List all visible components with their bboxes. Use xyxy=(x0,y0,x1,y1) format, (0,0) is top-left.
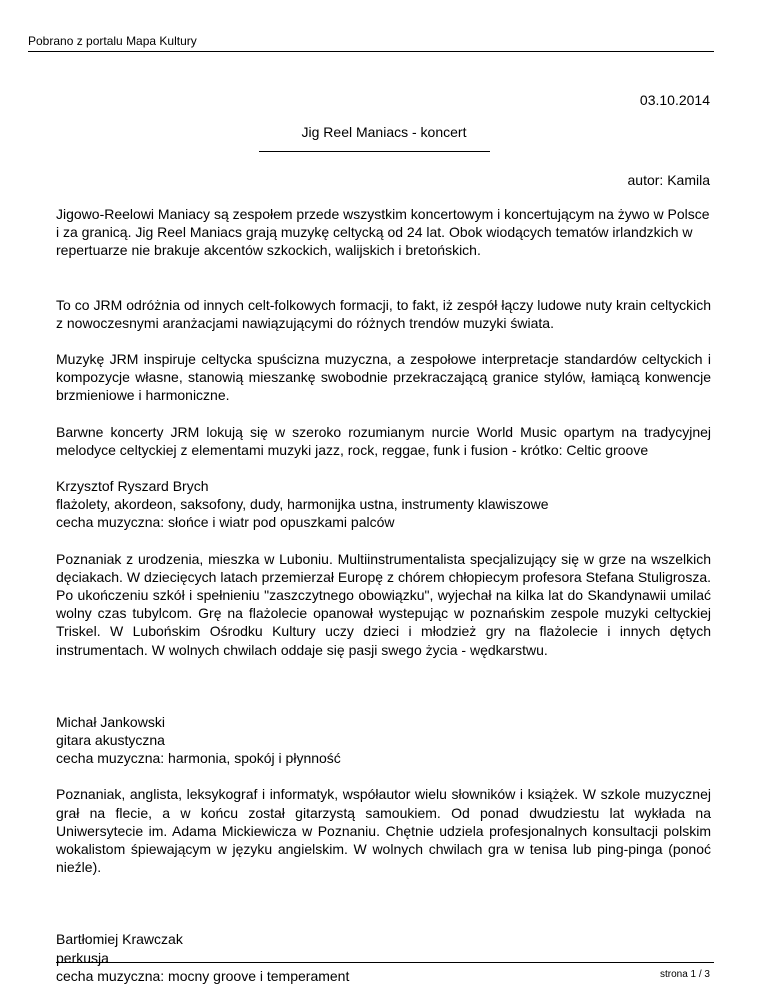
article-author: autor: Kamila xyxy=(627,172,710,188)
member-name: Bartłomiej Krawczak xyxy=(56,931,183,948)
article-date: 03.10.2014 xyxy=(639,92,710,108)
member-name: Michał Jankowski xyxy=(56,713,165,730)
member-instruments: gitara akustyczna xyxy=(56,732,165,749)
member-block-krawczak xyxy=(56,930,711,985)
member-instruments: perkusja xyxy=(56,949,109,966)
member-block-brych xyxy=(56,477,711,532)
paragraph-inspiration: Muzykę JRM inspiruje celtycka spuścizna muzyczna, a zespołowe interpretacje standardów celtyckich i kompozycje własne, stanowią mieszankę swobodnie przekraczającą granice stylów, łamiącą konwencje brzmieniowe i harmoniczne. xyxy=(56,351,711,404)
portal-source-header: Pobrano z portalu Mapa Kultury xyxy=(28,34,197,48)
paragraph-concerts: Barwne koncerty JRM lokują się w szeroko rozumianym nurcie World Music opartym na tradycyjnej melodyce celtyckiej z elementami muzyki jazz, rock, reggae, funk i fusion - krótko: Celtic groove xyxy=(56,423,711,458)
member-trait: cecha muzyczna: mocny groove i temperament xyxy=(56,967,350,984)
article-title: Jig Reel Maniacs - koncert xyxy=(301,124,467,140)
title-underline xyxy=(259,151,490,152)
member-trait: cecha muzyczna: harmonia, spokój i płynność xyxy=(56,750,341,767)
member-instruments: flażolety, akordeon, saksofony, dudy, harmonijka ustna, instrumenty klawiszowe xyxy=(56,496,549,513)
paragraph-difference: To co JRM odróżnia od innych celt-folkowych formacji, to fakt, iż zespół łączy ludowe nuty krain celtyckich z nowoczesnymi aranżacjami nawiązującymi do różnych trendów muzyki świata. xyxy=(56,296,711,331)
page-number: strona 1 / 3 xyxy=(659,969,710,980)
intro-paragraph: Jigowo-Reelowi Maniacy są zespołem przede wszystkim koncertowym i koncertującym na żywo w Polsce i za granicą. Jig Reel Maniacs grają muzykę celtycką od 24 lat. Obok wiodących tematów irlandzkich w repertuarze nie brakuje akcentów szkockich, walijskich i bretońskich. xyxy=(56,206,710,259)
member-trait: cecha muzyczna: słońce i wiatr pod opuszkami palców xyxy=(56,514,395,531)
member-bio-brych: Poznaniak z urodzenia, mieszka w Luboniu. Multiinstrumentalista specjalizujący się w grze na wszelkich dęciakach. W dziecięcych latach przemierzał Europę z chórem chłopiecym profesora Stefana Stuligrosza. Po ukończeniu szkół i spełnieniu "zaszczytnego obowiązku", wyjechał na kilka lat do Skandynawii umilać wolny czas tubylcom. Grę na flażolecie opanował wystepując w poznańskim zespole muzyki celtyckiej Triskel. W Lubońskim Ośrodku Kultury uczy dzieci i młodzież gry na flażolecie i innych dętych instrumentach. W wolnych chwilach oddaje się pasji swego życia - wędkarstwu. xyxy=(56,550,711,658)
article-body xyxy=(56,205,711,985)
footer-divider xyxy=(56,962,714,963)
member-name: Krzysztof Ryszard Brych xyxy=(56,478,209,495)
member-bio-jankowski: Poznaniak, anglista, leksykograf i informatyk, współautor wielu słowników i książek. W szkole muzycznej grał na flecie, a w końcu został gitarzystą samoukiem. Od ponad dwudziestu lat wykłada na Uniwersytecie im. Adama Mickiewicza w Poznaniu. Chętnie udziela profesjonalnych konsultacji polskim wokalistom śpiewającym w języku angielskim. W wolnych chwilach gra w tenisa lub ping-pinga (ponoć nieźle). xyxy=(56,786,711,876)
member-block-jankowski xyxy=(56,713,711,768)
header-divider xyxy=(28,51,714,52)
